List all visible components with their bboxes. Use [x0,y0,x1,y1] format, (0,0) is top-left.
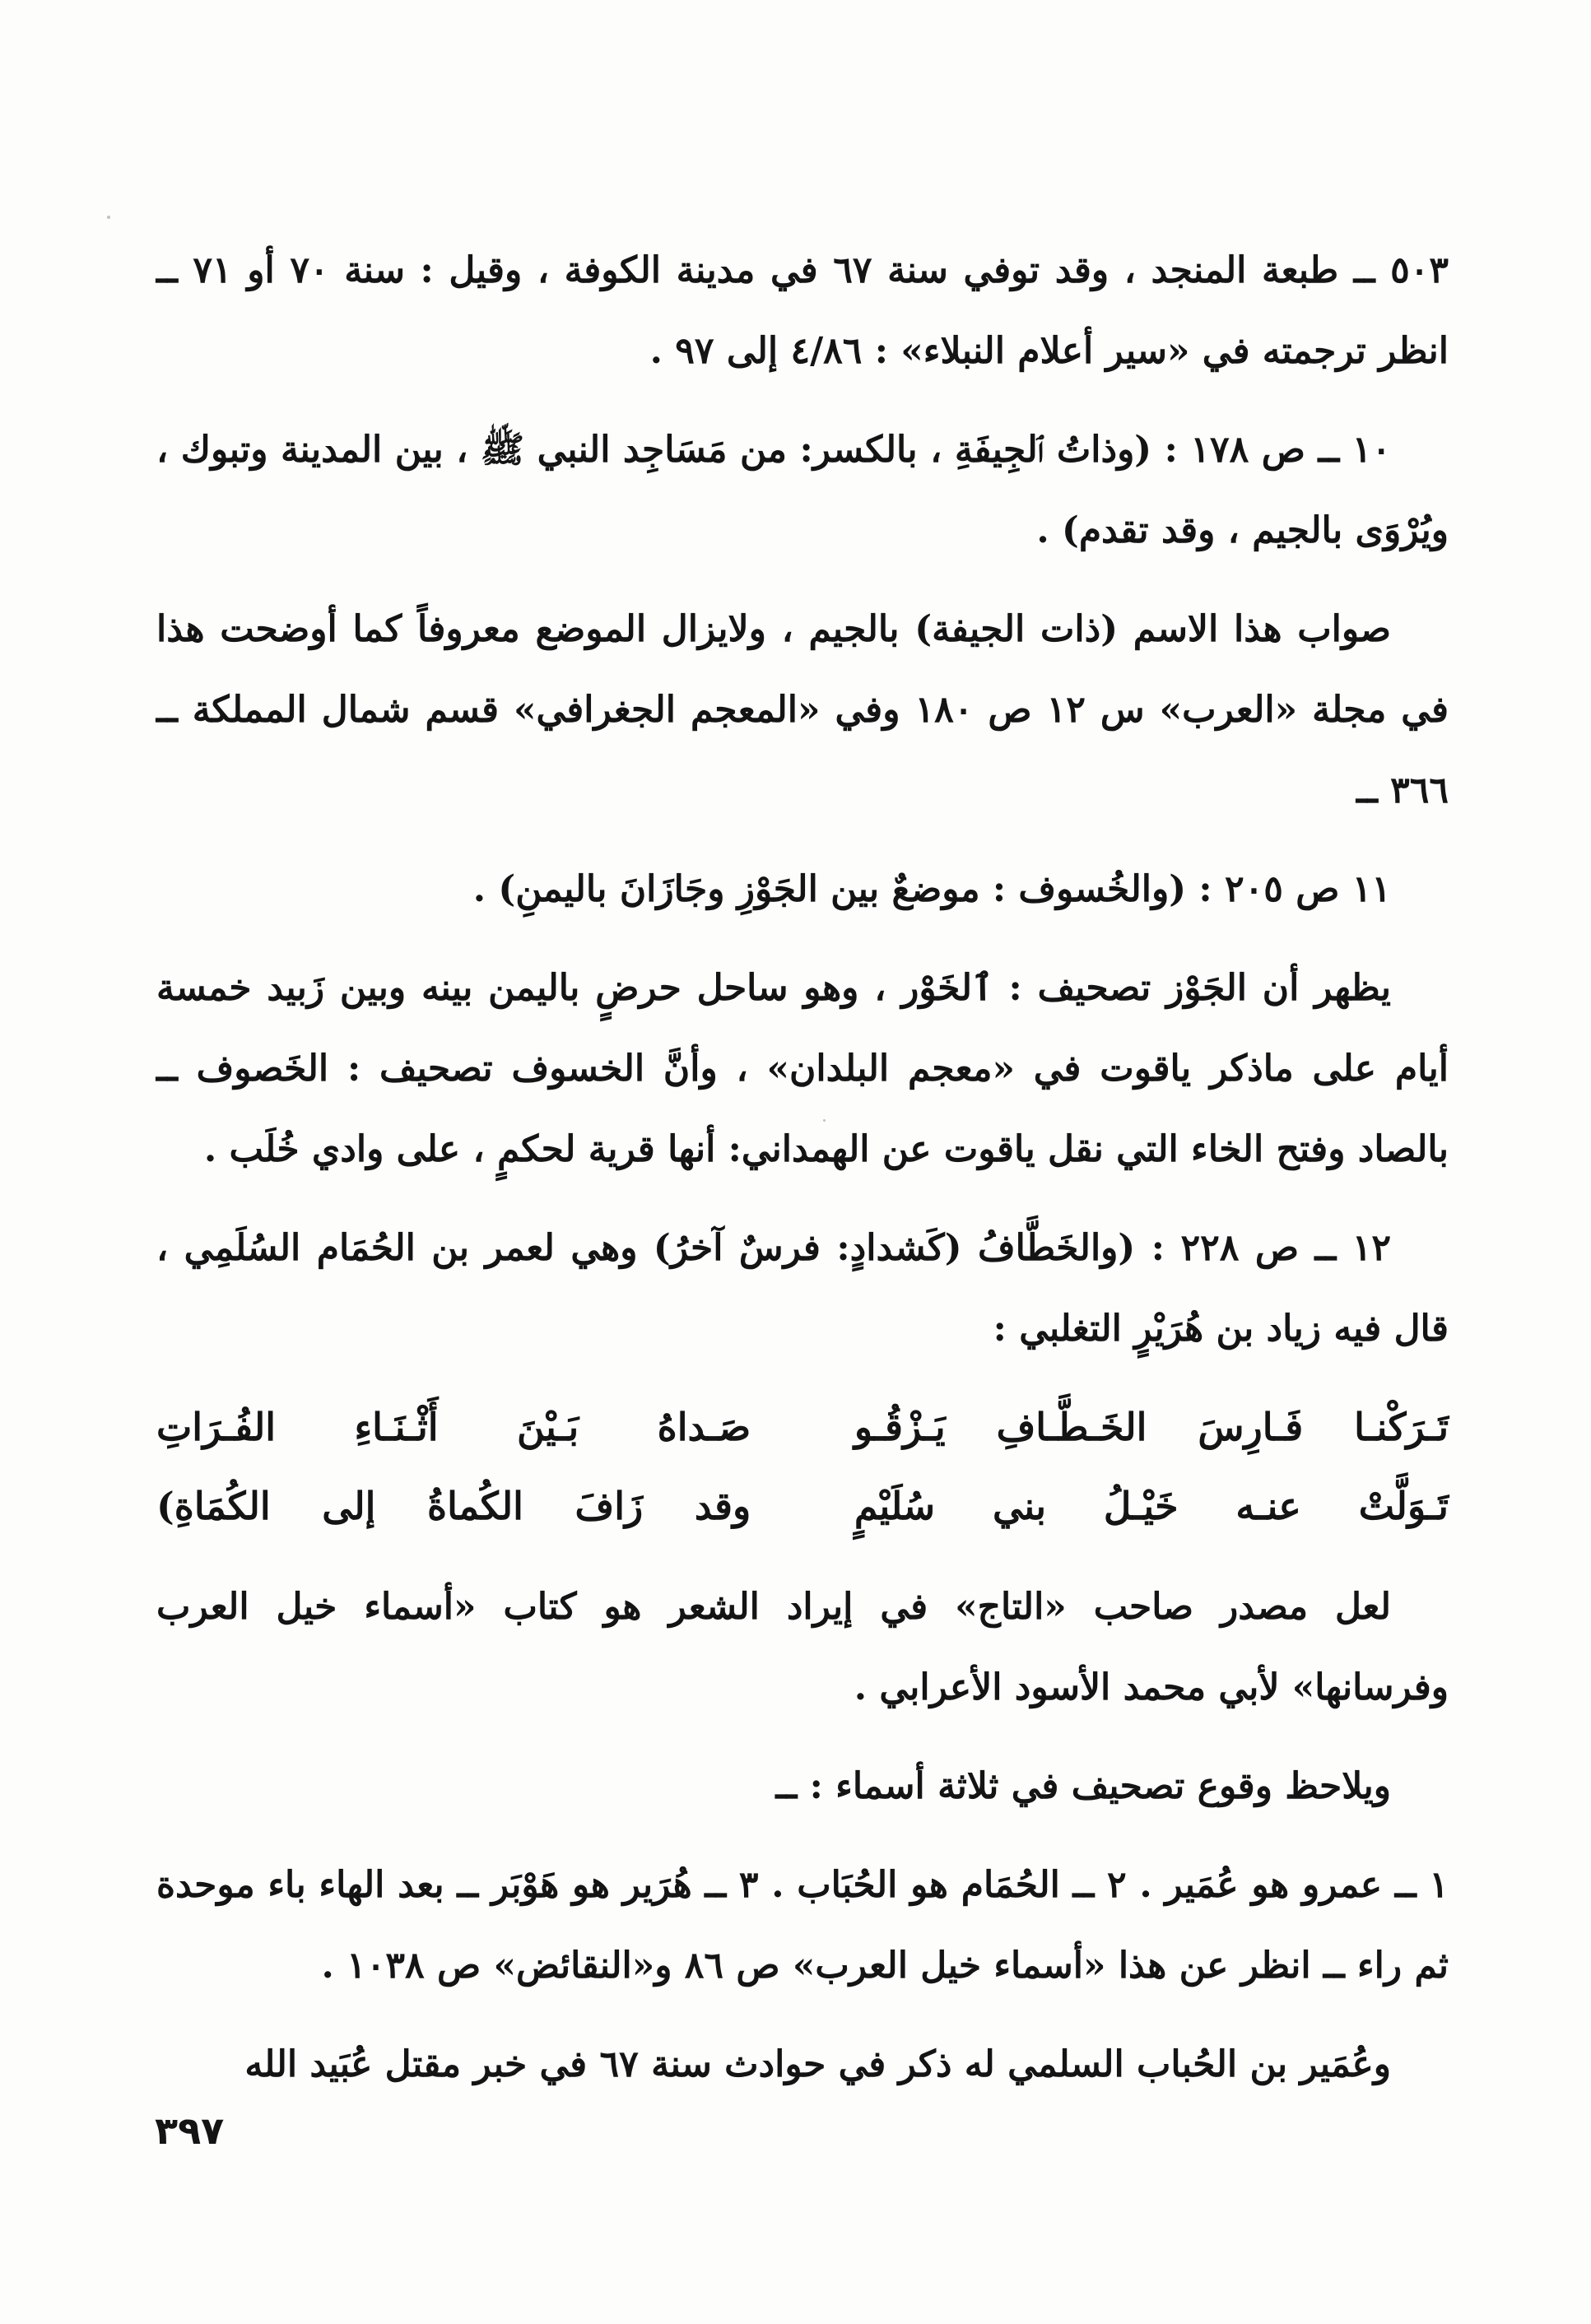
poem [156,1387,1449,1545]
verse-second-hemistich: وقد زَافَ الكُماةُ إلى الكُمَاةِ) [156,1484,751,1528]
main-text [156,230,1449,2123]
paragraph-footnote-continuation: ٥٠٣ ــ طبعة المنجد ، وقد توفي سنة ٦٧ في مدينة الكوفة ، وقيل : سنة ٧٠ أو ٧١ ــ انظر ترجمته في «سير أعلام النبلاء» : ٤/٨٦ إلى ٩٧ . [156,249,1449,372]
paragraph-entry-12: ١٢ ــ ص ٢٢٨ : (والخَطَّافُ (كَشدادٍ: فرسٌ آخرُ) وهي لعمر بن الحُمَام السُلَمِي ، قال فيه زياد بن هُرَيْرٍ التغلبي : [156,1227,1449,1350]
verse-first-hemistich: تَـرَكْنـا فَـارِسَ الخَـطَّـافِ يَـزْقُـو [854,1405,1449,1449]
paragraph-source-note: لعل مصدر صاحب «التاج» في إيراد الشعر هو كتاب «أسماء خيل العرب وفرسانها» لأبي محمد الأسود الأعرابي . [156,1586,1449,1708]
paragraph-correction-10: صواب هذا الاسم (ذات الجيفة) بالجيم ، ولايزال الموضع معروفاً كما أوضحت هذا في مجلة «العرب» س ١٢ ص ١٨٠ وفي «المعجم الجغرافي» قسم شمال المملكة ــ ٣٦٦ ــ [156,608,1449,811]
paragraph-name-list: ١ ــ عمرو هو عُمَير . ٢ ــ الحُمَام هو الحُبَاب . ٣ ــ هُرَير هو هَوْبَر ــ بعد الهاء باء موحدة ثم راء ــ انظر عن هذا «أسماء خيل العرب» ص ٨٦ و«النقائض» ص ١٠٣٨ . [156,1864,1449,1987]
scan-speck [107,216,110,219]
paragraph-correction-11: يظهر أن الجَوْز تصحيف : ٱلخَوْر ، وهو ساحل حرضٍ باليمن بينه وبين زَبيد خمسة أيام على ماذكر ياقوت في «معجم البلدان» ، وأنَّ الخسوف تصحيف : الخَصوف ــ بالصاد وفتح الخاء التي نقل ياقوت عن الهمداني: أنها قرية لحكمٍ ، على وادي خُلَب . [156,967,1449,1170]
page-number: ٣٩٧ [155,2108,225,2153]
paragraph-entry-11: ١١ ص ٢٠٥ : (والخُسوف : موضعٌ بين الجَوْزِ وجَازَانَ باليمنِ) . [472,868,1391,910]
poem-verse [156,1466,1449,1545]
poem-verse [156,1387,1449,1466]
paragraph-final: وعُمَير بن الحُباب السلمي له ذكر في حوادث سنة ٦٧ في خبر مقتل عُبَيد الله [244,2043,1391,2085]
paragraph-observation: ويلاحظ وقوع تصحيف في ثلاثة أسماء : ــ [775,1765,1391,1807]
verse-first-hemistich: تَـوَلَّتْ عنـه خَيْـلُ بني سُلَيْمٍ [854,1484,1449,1528]
paragraph-entry-10: ١٠ ــ ص ١٧٨ : (وذاتُ ٱلجِيفَةِ ، بالكسر: من مَسَاجِد النبي ﷺ ، بين المدينة وتبوك ، ويُرْوَى بالجيم ، وقد تقدم) . [156,429,1449,551]
verse-second-hemistich: صَـداهُ بَـيْنَ أَثْـنَـاءِ الفُـرَاتِ [156,1405,751,1449]
